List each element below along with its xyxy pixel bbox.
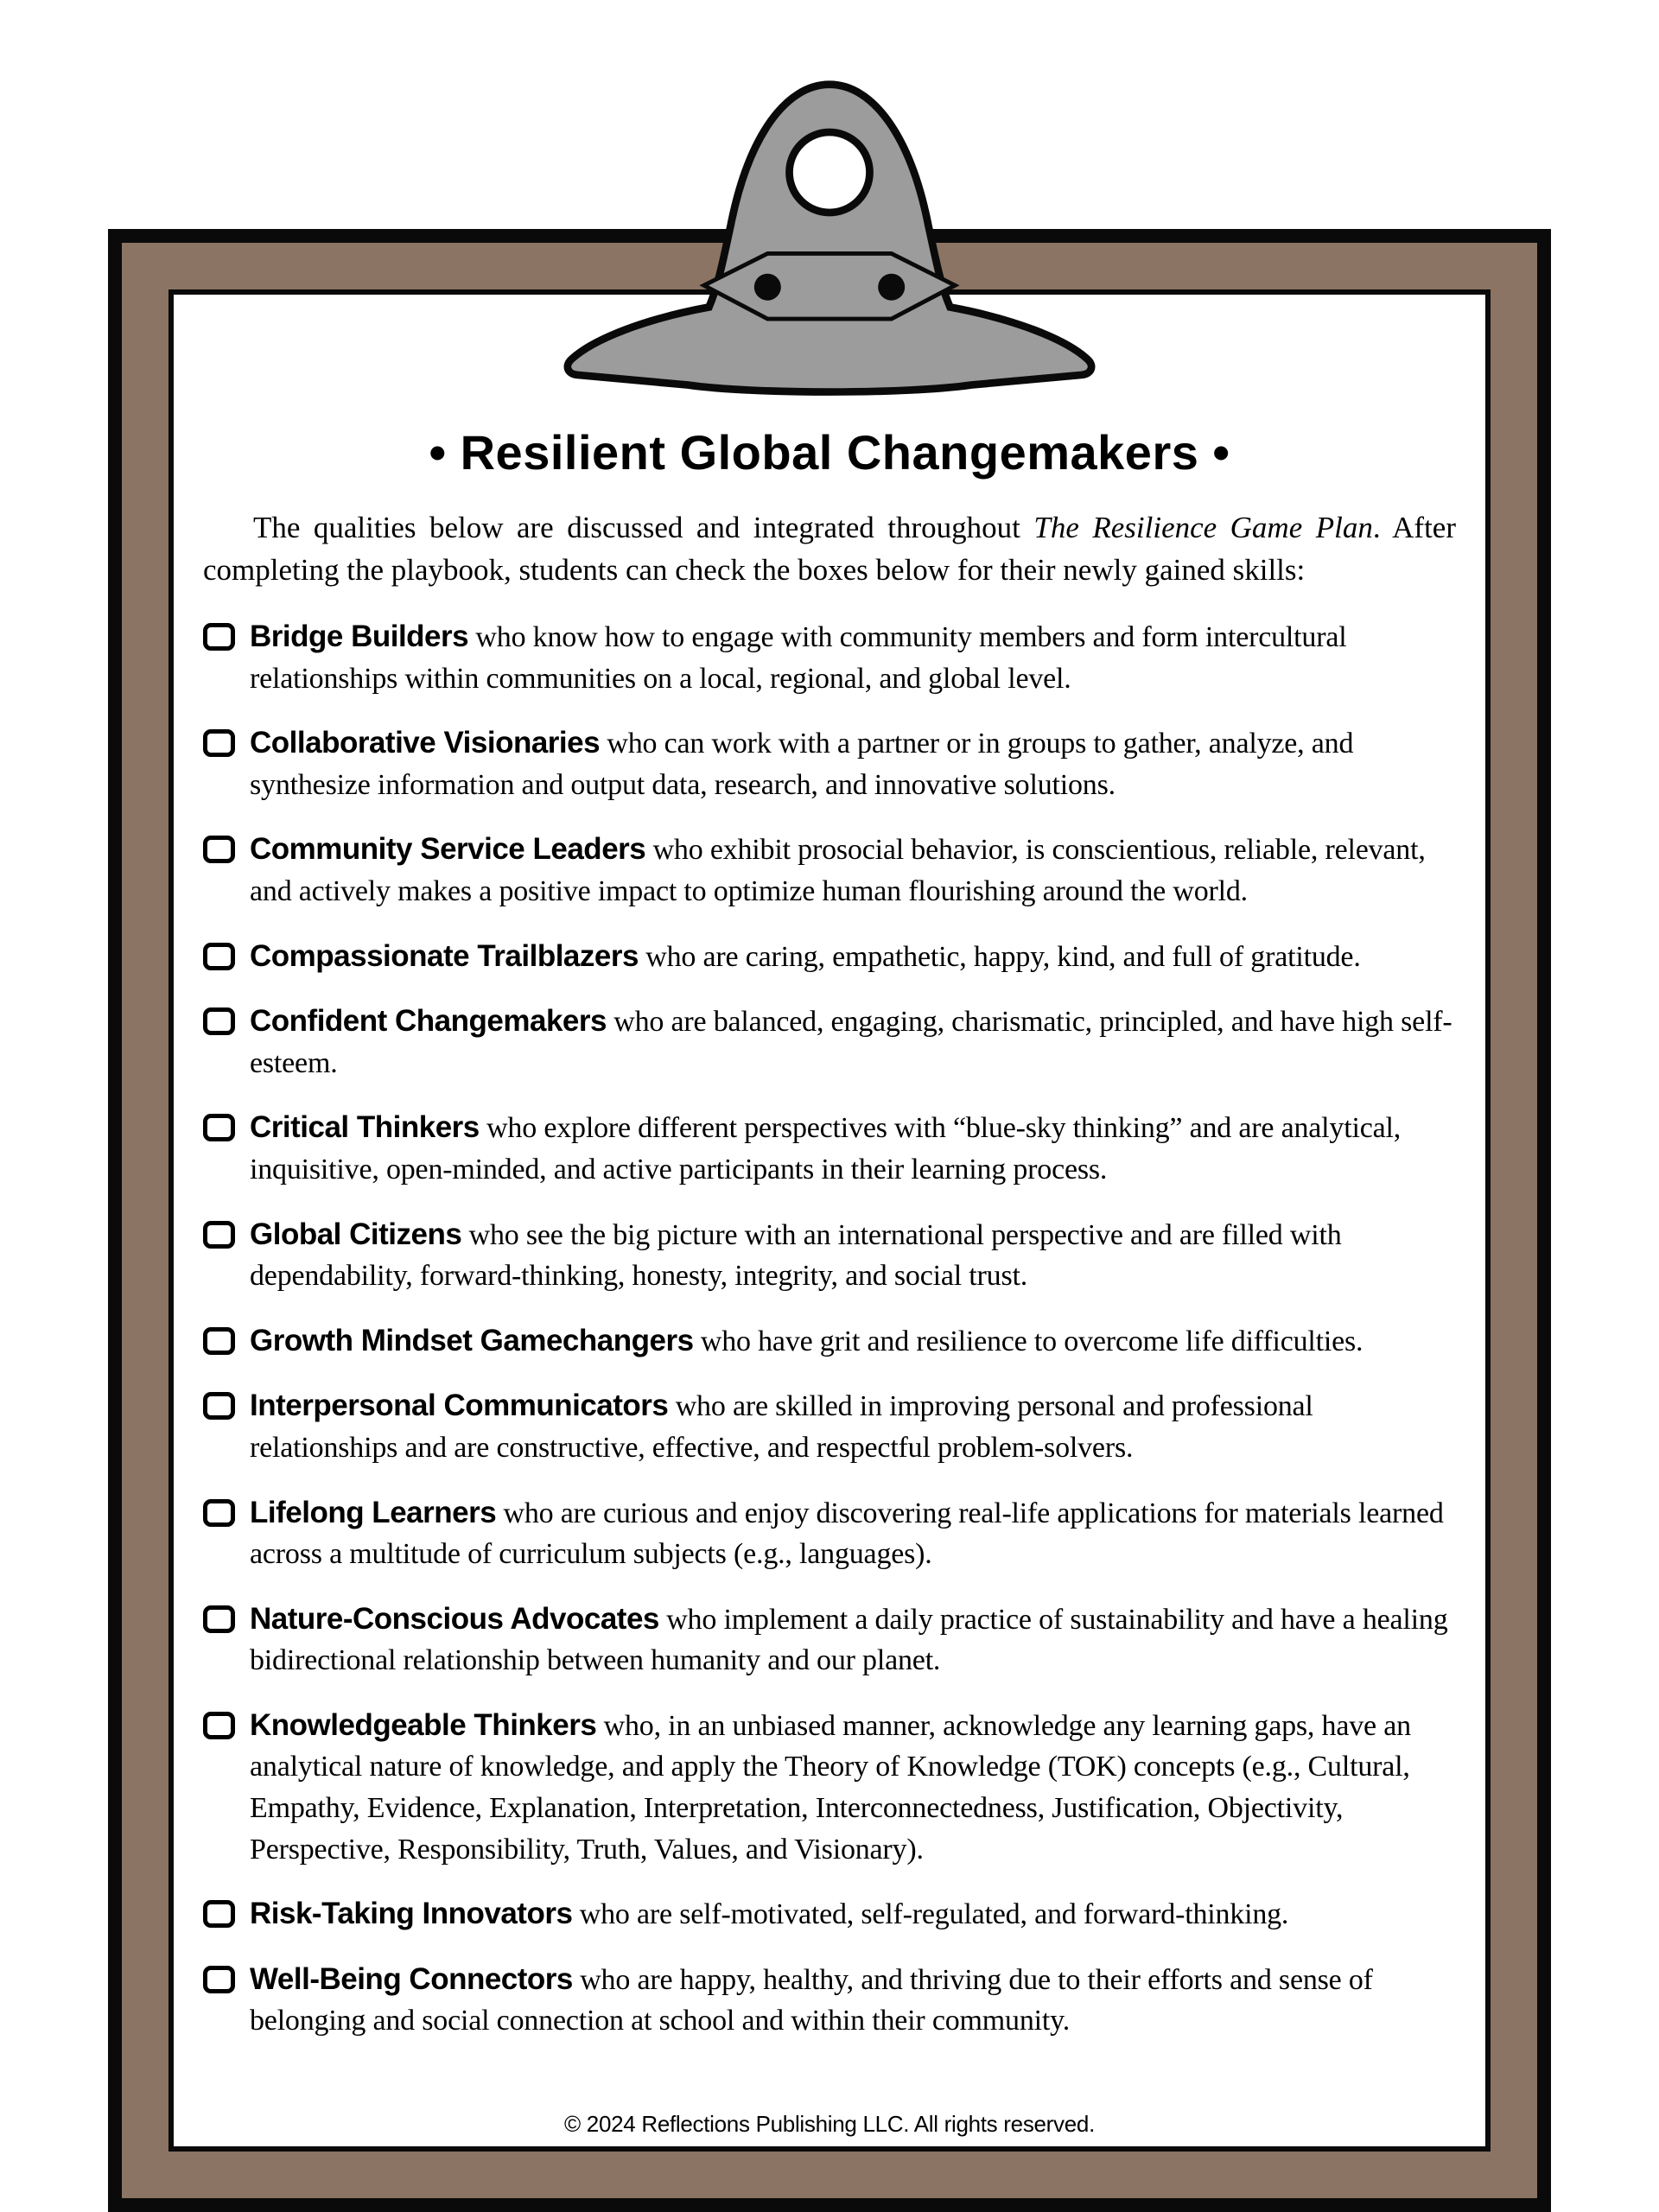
checklist-item-text (250, 1213, 1459, 1297)
checklist-item-label: Compassionate Trailblazers (250, 938, 639, 973)
checklist-item-text (250, 1958, 1459, 2042)
intro-before: The qualities below are discussed and integrated throughout (253, 511, 1034, 544)
checkbox[interactable] (203, 1114, 235, 1141)
checkbox[interactable] (203, 1900, 235, 1928)
checklist-item (200, 1106, 1459, 1190)
checklist-item-label: Critical Thinkers (250, 1110, 480, 1145)
intro-after: . After completing the playbook, students can check the boxes below for their newly gained skills: (203, 511, 1456, 587)
checklist-item-description: who are skilled in improving personal and professional relationships and are constructive, effective, and respectful problem-solvers. (250, 1390, 1313, 1464)
checklist-item (200, 1892, 1459, 1936)
checklist-item-label: Nature-Conscious Advocates (250, 1601, 659, 1636)
checkbox[interactable] (203, 1712, 235, 1739)
checklist-item (200, 1213, 1459, 1297)
checklist (200, 615, 1459, 2042)
checklist-item-text (250, 1106, 1459, 1190)
checklist-item-label: Community Service Leaders (250, 832, 646, 867)
checklist-item-text (250, 1319, 1363, 1363)
checklist-item-description: who are self-motivated, self-regulated, and forward-thinking. (579, 1898, 1289, 1931)
checklist-item-description: who can work with a partner or in groups to gather, analyze, and synthesize information and output data, research, and innovative solutions. (250, 728, 1354, 801)
checklist-item (200, 1319, 1459, 1363)
checklist-item-text (250, 1491, 1459, 1575)
checkbox[interactable] (203, 1392, 235, 1420)
checklist-item-text (250, 721, 1459, 805)
checklist-item-text (250, 1598, 1459, 1681)
checklist-item-description: who are caring, empathetic, happy, kind, and full of gratitude. (645, 940, 1361, 973)
clipboard-clip-icon (562, 76, 1097, 403)
clip-rivet-left (754, 274, 781, 301)
checkbox[interactable] (203, 836, 235, 863)
checklist-item (200, 1598, 1459, 1681)
checklist-item-label: Global Citizens (250, 1217, 462, 1251)
clip-rivet-right (878, 274, 905, 301)
checklist-item-text (250, 1892, 1288, 1936)
clip-hole (790, 132, 870, 213)
intro-text (203, 506, 1456, 591)
checklist-item-text (250, 935, 1361, 978)
checklist-item (200, 1958, 1459, 2042)
paper (168, 289, 1491, 2152)
checkbox[interactable] (203, 1007, 235, 1035)
checklist-item-label: Knowledgeable Thinkers (250, 1707, 597, 1742)
checkbox[interactable] (203, 729, 235, 757)
checklist-item-description: who explore different perspectives with “blue-sky thinking” and are analytical, inquisitive, open-minded, and active participants in their learning process. (250, 1112, 1402, 1185)
checklist-item-description: who implement a daily practice of sustainability and have a healing bidirectional relationship between humanity and our planet. (250, 1603, 1448, 1677)
checklist-item-text (250, 1384, 1459, 1468)
checklist-item-description: who exhibit prosocial behavior, is conscientious, reliable, relevant, and actively makes a positive impact to optimize human flourishing around the world. (250, 834, 1426, 907)
checklist-item-description: who see the big picture with an international perspective and are filled with dependability, forward-thinking, honesty, integrity, and social trust. (250, 1218, 1342, 1293)
checkbox[interactable] (203, 623, 235, 651)
checkbox[interactable] (203, 1605, 235, 1633)
checklist-item-description: who are happy, healthy, and thriving due to their efforts and sense of belonging and social connection at school and within their community. (250, 1963, 1373, 2037)
checklist-item-text (250, 1000, 1459, 1084)
clipboard-frame (108, 229, 1551, 2212)
checkbox[interactable] (203, 1966, 235, 1993)
checklist-item-label: Well-Being Connectors (250, 1961, 573, 1996)
intro-book-title: The Resilience Game Plan (1033, 511, 1373, 544)
checklist-item-description: who are curious and enjoy discovering real-life applications for materials learned across a multitude of curriculum subjects (e.g., languages). (250, 1497, 1444, 1571)
checklist-item-description: who know how to engage with community members and form intercultural relationships within communities on a local, regional, and global level. (250, 621, 1347, 695)
checklist-item-label: Interpersonal Communicators (250, 1389, 669, 1423)
checklist-item (200, 1000, 1459, 1084)
checklist-item (200, 935, 1459, 978)
checkbox[interactable] (203, 1499, 235, 1527)
checklist-item-text (250, 615, 1459, 699)
checklist-item-description: who, in an unbiased manner, acknowledge any learning gaps, have an analytical nature of knowledge, and apply the Theory of Knowledge (TOK) concepts (e.g., Cultural, Empathy, Evidence, Explanation, Interpretation, Interconnectedness, Justification, Objectivity, Perspective, Responsibility, Truth, Values, and Visionary). (250, 1709, 1411, 1866)
checklist-item-label: Confident Changemakers (250, 1004, 607, 1039)
checklist-item-text (250, 1704, 1459, 1870)
checklist-item-label: Bridge Builders (250, 620, 469, 653)
checkbox[interactable] (203, 943, 235, 970)
checklist-item (200, 615, 1459, 699)
checklist-item-label: Collaborative Visionaries (250, 726, 601, 760)
checklist-item (200, 1704, 1459, 1870)
checklist-item (200, 1384, 1459, 1468)
checklist-item-label: Lifelong Learners (250, 1495, 497, 1529)
checklist-item (200, 828, 1459, 912)
checklist-item (200, 1491, 1459, 1575)
checklist-item (200, 721, 1459, 805)
checklist-item-description: who are balanced, engaging, charismatic, principled, and have high self-esteem. (250, 1006, 1452, 1079)
checklist-item-text (250, 828, 1459, 912)
page-title: • Resilient Global Changemakers • (429, 425, 1230, 480)
checklist-item-label: Risk-Taking Innovators (250, 1897, 573, 1931)
copyright: © 2024 Reflections Publishing LLC. All rights reserved. (564, 2111, 1095, 2137)
checklist-item-description: who have grit and resilience to overcome life difficulties. (700, 1325, 1363, 1357)
checklist-item-label: Growth Mindset Gamechangers (250, 1323, 694, 1357)
checkbox[interactable] (203, 1221, 235, 1249)
checkbox[interactable] (203, 1327, 235, 1355)
